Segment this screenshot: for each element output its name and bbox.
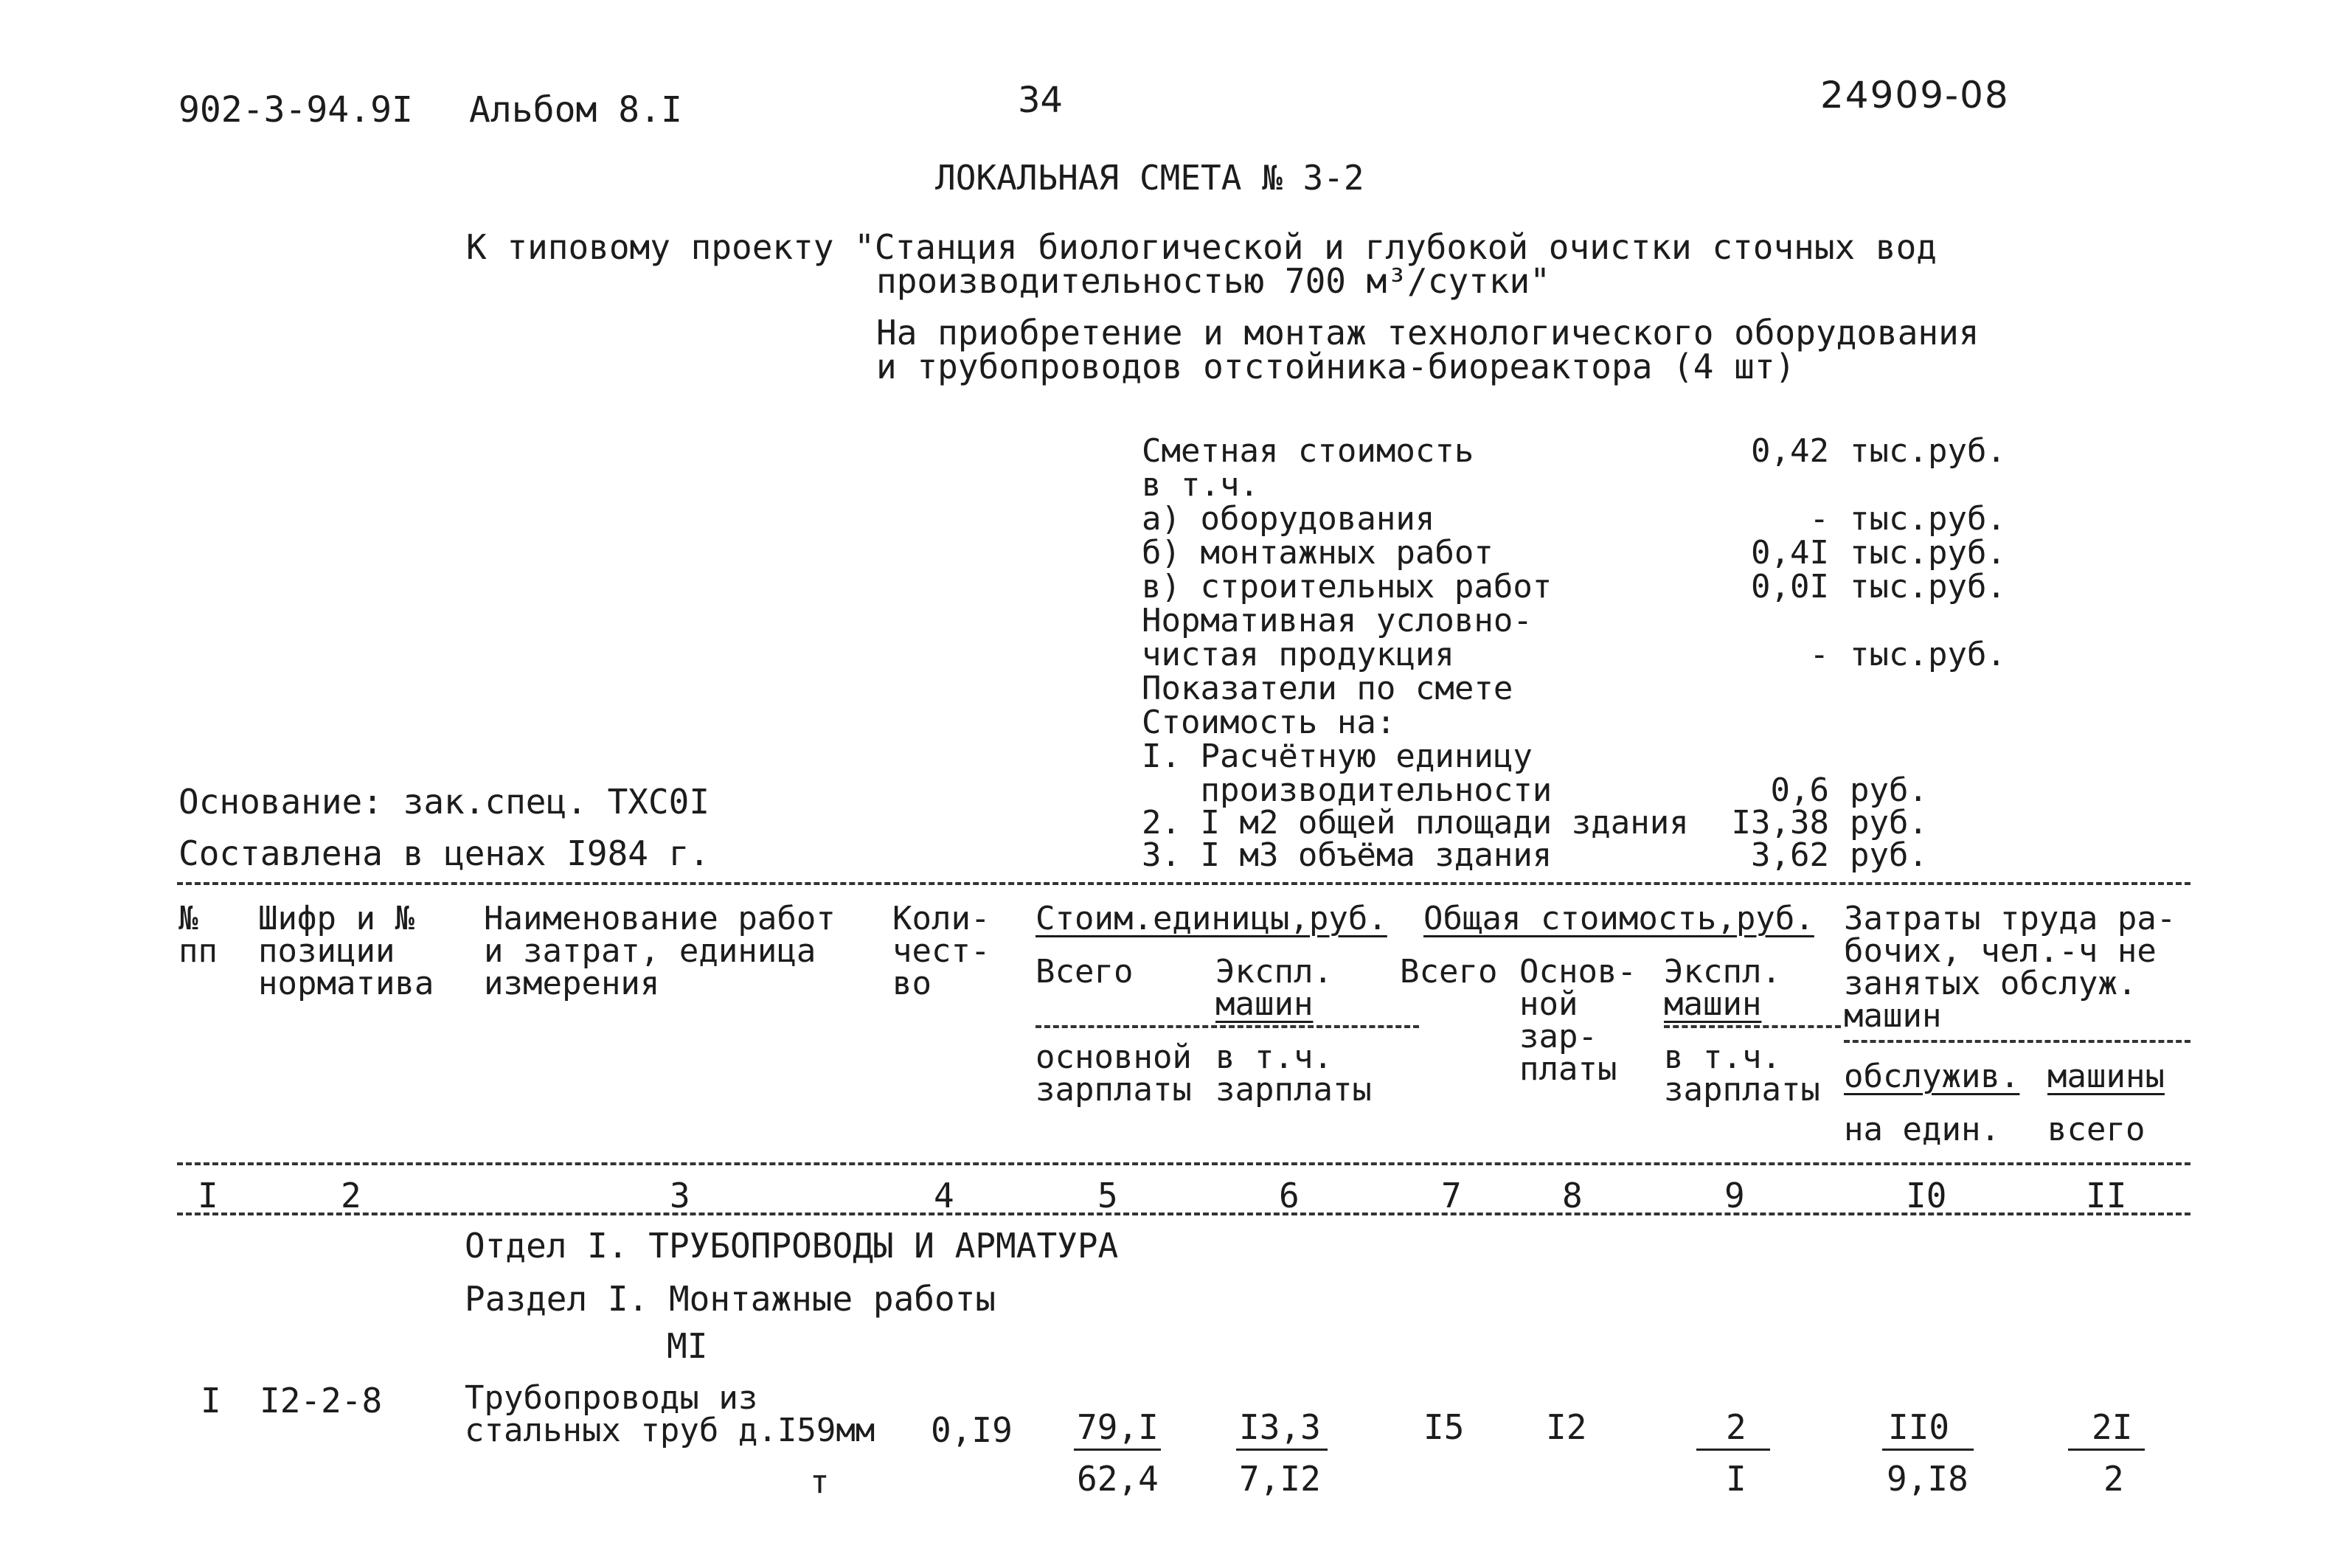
col-header-labor: бочих, чел.-ч не — [1844, 932, 2157, 970]
col-header-labor: Затраты труда ра- — [1844, 900, 2176, 937]
row-name: Трубопроводы из — [465, 1379, 758, 1417]
col-number: 3 — [670, 1176, 690, 1215]
purpose-line-2: и трубопроводов отстойника-биореактора (4 шт) — [876, 347, 1796, 386]
fraction-bar — [1236, 1449, 1328, 1451]
row-c11-top: 2I — [2092, 1407, 2133, 1447]
col-number: 6 — [1279, 1176, 1300, 1215]
col-header: машины — [2047, 1058, 2165, 1095]
col-header-labor: машин — [1844, 997, 1942, 1035]
summary-label: 3. I м3 объёма здания — [1142, 836, 1553, 874]
col-number: 5 — [1097, 1176, 1118, 1215]
summary-value: 0,4I — [1751, 534, 1829, 572]
header-sub-rule — [1664, 1025, 1841, 1028]
summary-unit: тыс.руб. — [1850, 636, 2006, 673]
album-label: Альбом 8.I — [469, 89, 682, 131]
header-sub-rule — [1035, 1025, 1419, 1028]
col-header-labor: занятых обслуж. — [1844, 965, 2137, 1002]
col-number: I — [198, 1176, 218, 1215]
summary-unit: тыс.руб. — [1850, 500, 2006, 538]
summary-label: в т.ч. — [1142, 466, 1259, 504]
summary-label: Сметная стоимость — [1142, 432, 1474, 470]
col-header: во — [892, 965, 932, 1002]
section-mark: МI — [667, 1326, 708, 1366]
col-number: 2 — [341, 1176, 361, 1215]
col-header: зарплаты — [1035, 1071, 1192, 1109]
col-header: Коли- — [892, 900, 991, 937]
col-number: 4 — [934, 1176, 954, 1215]
summary-value: I3,38 — [1731, 804, 1829, 842]
col-header-unit-cost: Стоим.единицы,руб. — [1035, 900, 1387, 937]
summary-label: чистая продукция — [1142, 636, 1454, 673]
col-header: ной — [1519, 985, 1578, 1023]
project-line-2: производительностью 700 м³/сутки" — [876, 261, 1550, 301]
summary-value: 3,62 — [1751, 836, 1829, 874]
col-header: Всего — [1400, 953, 1498, 991]
row-c10-bottom: 9,I8 — [1887, 1459, 1968, 1499]
col-header: обслужив. — [1844, 1058, 2020, 1095]
col-header: Экспл. — [1215, 953, 1333, 991]
col-number: 9 — [1724, 1176, 1745, 1215]
fraction-bar — [1696, 1449, 1770, 1451]
column-numbers-rule — [177, 1213, 2190, 1215]
summary-label: производительности — [1142, 771, 1553, 809]
project-line-1: К типовому проекту "Станция биологической и глубокой очистки сточных вод — [466, 227, 1937, 267]
col-header: в т.ч. — [1215, 1038, 1333, 1076]
summary-value: 0,6 — [1770, 771, 1829, 809]
col-header: позиции — [258, 932, 395, 970]
col-header: Наименование работ — [484, 900, 836, 937]
col-header: и затрат, единица — [484, 932, 816, 970]
row-c8: I2 — [1546, 1407, 1587, 1447]
summary-unit: руб. — [1850, 836, 1928, 874]
summary-value: 0,42 — [1751, 432, 1829, 470]
row-c9-bottom: I — [1726, 1459, 1746, 1499]
row-unit: т — [810, 1463, 830, 1501]
row-number: I — [201, 1381, 221, 1420]
row-code: I2-2-8 — [260, 1381, 383, 1420]
row-c5-top: 79,I — [1077, 1407, 1159, 1447]
col-header-total-cost: Общая стоимость,руб. — [1423, 900, 1814, 937]
summary-unit: тыс.руб. — [1850, 432, 2006, 470]
summary-unit: руб. — [1850, 804, 1928, 842]
col-header: машин — [1215, 985, 1314, 1023]
summary-label: Стоимость на: — [1142, 704, 1396, 741]
row-c6-top: I3,3 — [1239, 1407, 1321, 1447]
section-part: Раздел I. Монтажные работы — [465, 1279, 996, 1319]
col-header: № — [178, 900, 198, 937]
col-header: на един. — [1844, 1111, 2000, 1148]
fraction-bar — [2068, 1449, 2145, 1451]
purpose-line-1: На приобретение и монтаж технологического оборудования — [876, 313, 1980, 353]
row-c7: I5 — [1423, 1407, 1465, 1447]
page-number: 34 — [1018, 80, 1064, 121]
summary-label: Показатели по смете — [1142, 670, 1513, 707]
table-header-rule — [177, 1162, 2190, 1165]
section-dept: Отдел I. ТРУБОПРОВОДЫ И АРМАТУРА — [465, 1226, 1119, 1266]
row-name: стальных труб д.I59мм — [465, 1412, 875, 1449]
col-number: 8 — [1562, 1176, 1583, 1215]
col-header: чест- — [892, 932, 991, 970]
row-c9-top: 2 — [1726, 1407, 1746, 1447]
summary-unit: тыс.руб. — [1850, 534, 2006, 572]
summary-value: 0,0I — [1751, 568, 1829, 606]
summary-label: а) оборудования — [1142, 500, 1435, 538]
col-number: II — [2086, 1176, 2127, 1215]
fraction-bar — [1074, 1449, 1161, 1451]
col-header: зарплаты — [1215, 1071, 1372, 1109]
col-header: пп — [178, 932, 218, 970]
col-header: измерения — [484, 965, 660, 1002]
summary-label: 2. I м2 общей площади здания — [1142, 804, 1689, 842]
row-c5-bottom: 62,4 — [1077, 1459, 1159, 1499]
basis-text: Основание: зак.спец. ТХС0I — [178, 782, 710, 822]
col-header: основной — [1035, 1038, 1192, 1076]
row-c10-top: II0 — [1888, 1407, 1950, 1447]
row-qty: 0,I9 — [931, 1410, 1013, 1450]
col-header: всего — [2047, 1111, 2145, 1148]
summary-label: I. Расчётную единицу — [1142, 738, 1533, 775]
row-c6-bottom: 7,I2 — [1239, 1459, 1321, 1499]
header-sub-rule — [1844, 1040, 2190, 1043]
summary-label: в) строительных работ — [1142, 568, 1553, 606]
col-header: машин — [1664, 985, 1762, 1023]
summary-label: Нормативная условно- — [1142, 602, 1533, 639]
doc-number: 24909-08 — [1820, 74, 2010, 117]
col-header: в т.ч. — [1664, 1038, 1781, 1076]
document-code: 902-3-94.9I — [178, 89, 413, 131]
summary-value: - — [1809, 636, 1829, 673]
col-header: Основ- — [1519, 953, 1637, 991]
col-header: норматива — [258, 965, 434, 1002]
summary-value: - — [1809, 500, 1829, 538]
table-top-rule — [177, 882, 2190, 885]
fraction-bar — [1882, 1449, 1974, 1451]
col-number: I0 — [1906, 1176, 1947, 1215]
prices-text: Составлена в ценах I984 г. — [178, 833, 710, 873]
summary-unit: руб. — [1850, 771, 1928, 809]
summary-unit: тыс.руб. — [1850, 568, 2006, 606]
col-header: зарплаты — [1664, 1071, 1820, 1109]
row-c11-bottom: 2 — [2103, 1459, 2124, 1499]
col-number: 7 — [1441, 1176, 1462, 1215]
col-header: Всего — [1035, 953, 1134, 991]
page-title: ЛОКАЛЬНАЯ СМЕТА № 3-2 — [935, 158, 1364, 198]
col-header: платы — [1519, 1050, 1617, 1088]
col-header: Шифр и № — [258, 900, 414, 937]
summary-label: б) монтажных работ — [1142, 534, 1494, 572]
col-header: зар- — [1519, 1018, 1598, 1055]
col-header: Экспл. — [1664, 953, 1781, 991]
